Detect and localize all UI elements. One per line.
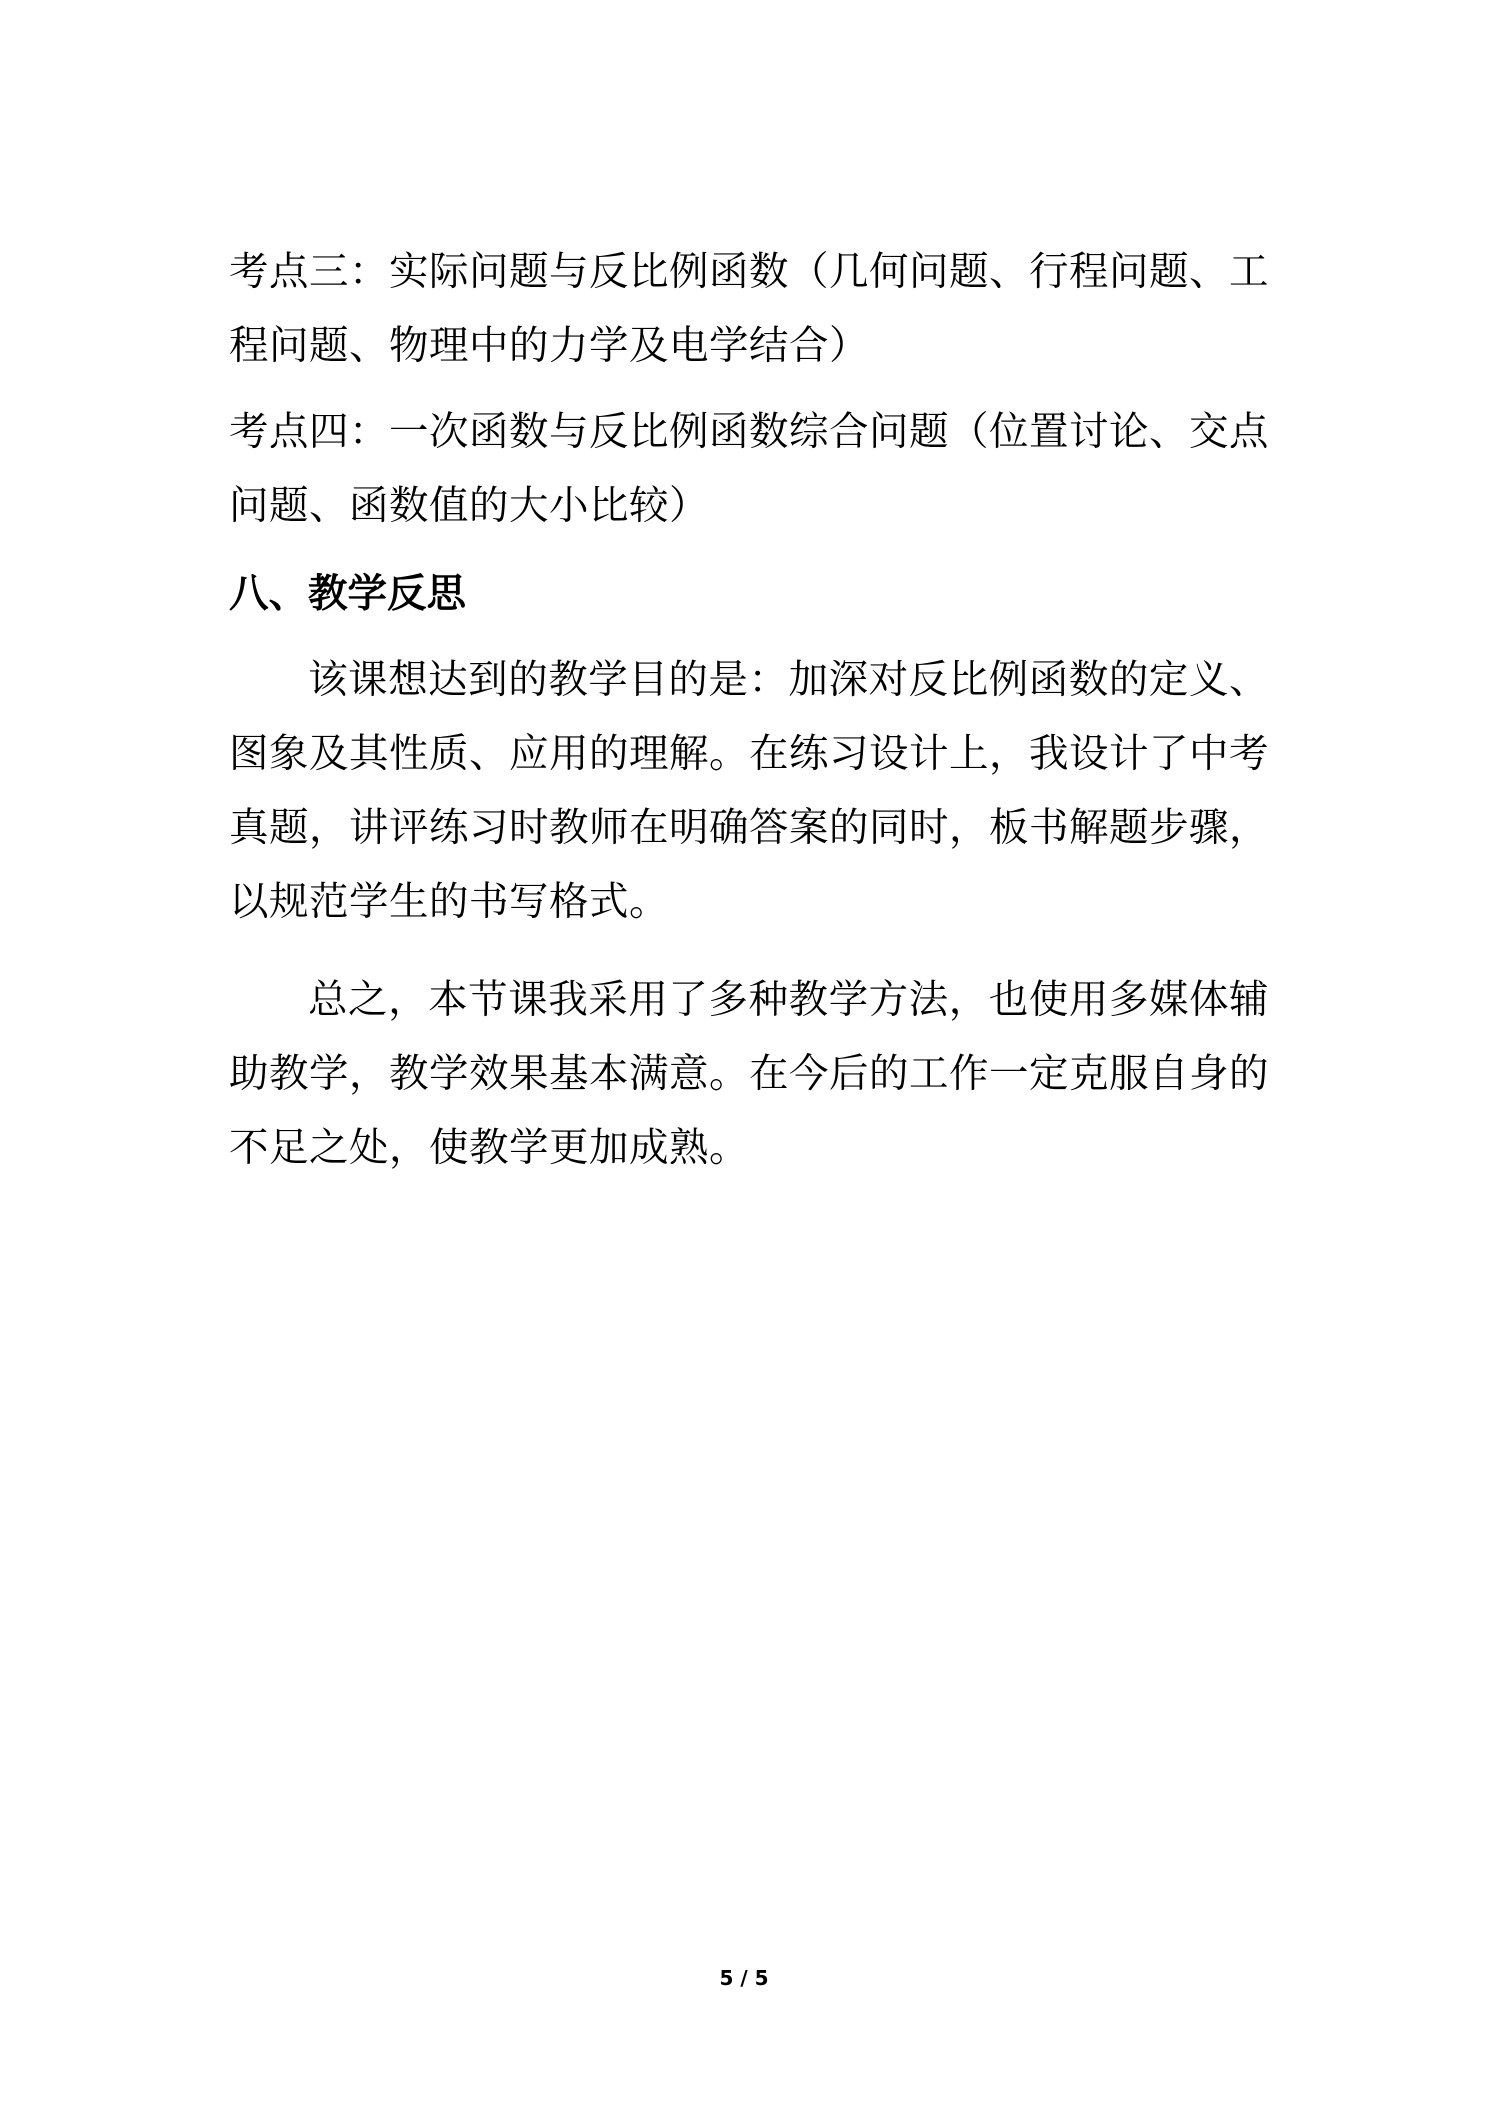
kaodian-3-paragraph: 考点三：实际问题与反比例函数（几何问题、行程问题、工程问题、物理中的力学及电学结合） [229, 249, 1269, 369]
reflection-paragraph-1: 该课想达到的教学目的是：加深对反比例函数的定义、图象及其性质、应用的理解。在练习设计上，我设计了中考真题，讲评练习时教师在明确答案的同时，板书解题步骤，以规范学生的书写格式。 [229, 657, 1269, 925]
kaodian-4-paragraph: 考点四：一次函数与反比例函数综合问题（位置讨论、交点问题、函数值的大小比较） [229, 409, 1269, 529]
document-body [229, 235, 1269, 1185]
page-number: 5 / 5 [719, 1966, 769, 1990]
section-heading-reflection: 八、教学反思 [229, 571, 466, 617]
reflection-paragraph-2: 总之，本节课我采用了多种教学方法，也使用多媒体辅助教学，教学效果基本满意。在今后的工作一定克服自身的不足之处，使教学更加成熟。 [229, 977, 1269, 1171]
